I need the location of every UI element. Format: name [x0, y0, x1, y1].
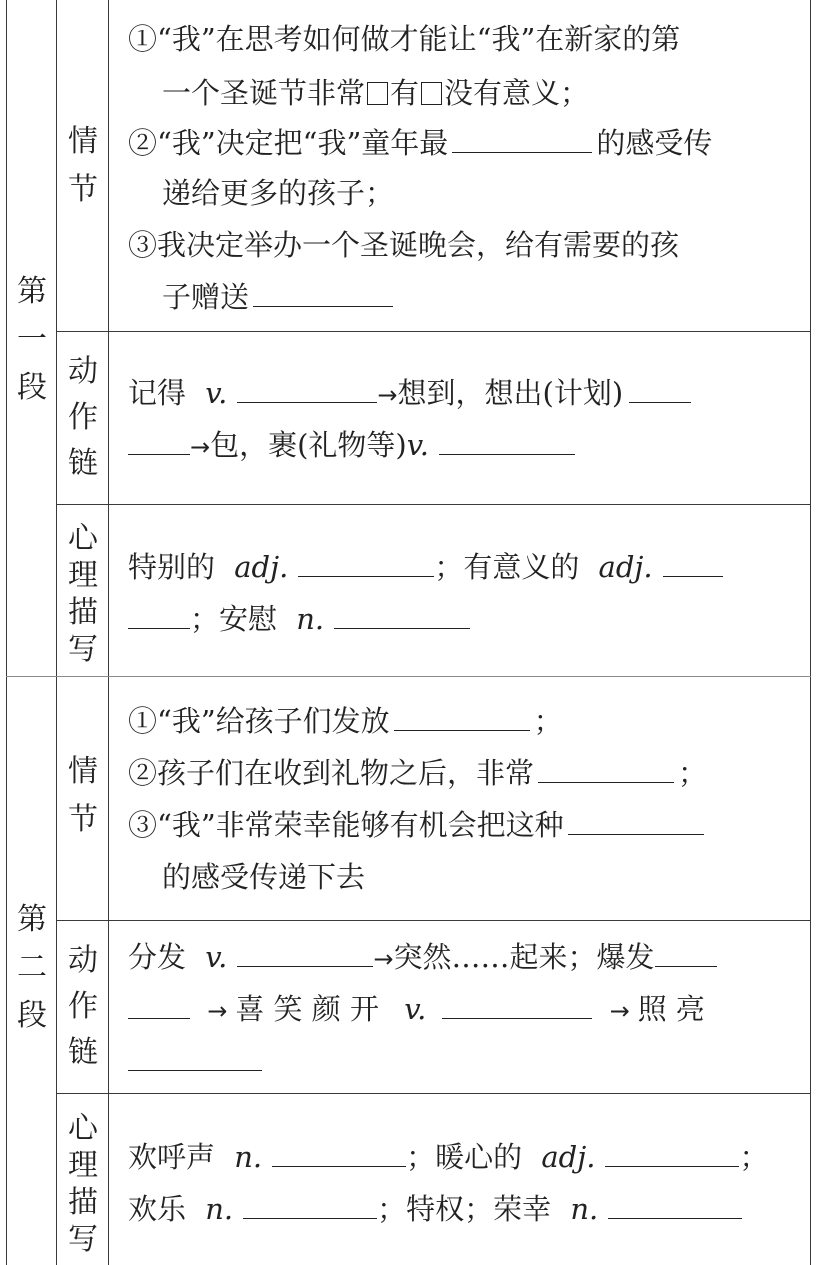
action-line-1 — [128, 376, 691, 412]
part-of-speech: adj. — [541, 1140, 596, 1174]
answer-blank[interactable] — [655, 940, 717, 967]
label-char: 描 — [68, 595, 98, 630]
plot-line-1 — [128, 704, 563, 738]
plot-text: 的感受传递下去 — [162, 860, 366, 894]
plot-line-6 — [162, 280, 393, 314]
answer-blank[interactable] — [128, 602, 190, 629]
plot-text: ①“我”在思考如何做才能让“我”在新家的第 — [128, 22, 681, 56]
answer-blank[interactable] — [128, 992, 190, 1019]
action-text: 记得 — [128, 376, 187, 410]
psychology-label — [60, 520, 106, 668]
psychology-text: ； — [739, 1140, 769, 1174]
part-of-speech: n. — [570, 1192, 599, 1226]
answer-blank[interactable] — [452, 126, 592, 153]
answer-blank[interactable] — [334, 602, 470, 629]
answer-blank[interactable] — [439, 428, 575, 455]
label-char: 情 — [68, 754, 98, 789]
action-text: 包，裹(礼物等) — [210, 428, 407, 462]
checkbox[interactable] — [421, 82, 442, 105]
label-char: 心 — [68, 1111, 98, 1146]
psychology-text: ；安慰 — [190, 602, 278, 636]
row-divider — [56, 331, 811, 332]
checkbox[interactable] — [367, 82, 388, 105]
section-2-label — [10, 896, 54, 1040]
plot-text: ③我决定举办一个圣诞晚会，给有需要的孩 — [128, 228, 680, 262]
row-divider — [56, 1093, 811, 1094]
answer-blank[interactable] — [298, 550, 434, 577]
label-char: 作 — [68, 989, 98, 1024]
part-of-speech: adj. — [598, 550, 653, 584]
plot-line-4 — [162, 860, 365, 894]
plot-label — [60, 118, 106, 214]
answer-blank[interactable] — [538, 756, 674, 783]
action-chain-label — [60, 938, 106, 1076]
label-char: 写 — [68, 1222, 98, 1257]
psychology-line-2 — [128, 1192, 742, 1226]
plot-text: ③“我”非常荣幸能够有机会把这种 — [128, 808, 564, 842]
plot-line-3 — [128, 808, 704, 842]
table-column-divider-1 — [56, 0, 57, 1265]
plot-line-4 — [162, 176, 394, 210]
action-text: 分发 — [128, 940, 187, 974]
plot-text: 子赠送 — [162, 280, 250, 314]
answer-blank[interactable] — [128, 1044, 262, 1071]
label-char: 心 — [68, 521, 98, 556]
label-char: 链 — [68, 446, 98, 481]
answer-blank[interactable] — [237, 940, 373, 967]
answer-blank[interactable] — [442, 992, 592, 1019]
section-1-label — [10, 268, 54, 412]
plot-text: ②孩子们在收到礼物之后，非常 — [128, 756, 535, 790]
answer-blank[interactable] — [128, 428, 190, 455]
psychology-line-1 — [128, 550, 723, 584]
action-text: 想到，想出(计划) — [397, 376, 624, 410]
label-char: 情 — [68, 124, 98, 159]
action-text: 突然……起来；爆发 — [393, 940, 655, 974]
arrow-icon: → — [373, 945, 394, 973]
label-char: 二 — [17, 950, 47, 985]
label-char: 段 — [17, 998, 47, 1033]
plot-text: ； — [533, 704, 563, 738]
plot-text: ； — [678, 756, 708, 790]
arrow-icon: → — [207, 997, 228, 1025]
action-line-2 — [128, 992, 705, 1028]
label-char: 一 — [17, 322, 47, 357]
plot-line-2 — [162, 76, 589, 110]
psychology-label — [60, 1110, 106, 1258]
plot-text: 有 — [390, 76, 420, 110]
arrow-icon: → — [377, 381, 398, 409]
answer-blank[interactable] — [663, 550, 723, 577]
label-char: 段 — [17, 370, 47, 405]
plot-line-3 — [128, 126, 712, 160]
label-char: 写 — [68, 632, 98, 667]
action-line-1 — [128, 940, 717, 976]
answer-blank[interactable] — [237, 376, 377, 403]
answer-blank[interactable] — [605, 1140, 739, 1167]
label-char: 理 — [68, 1148, 98, 1183]
label-char: 描 — [68, 1185, 98, 1220]
label-char: 动 — [68, 943, 98, 978]
answer-blank[interactable] — [243, 1192, 377, 1219]
answer-blank[interactable] — [253, 280, 393, 307]
answer-blank[interactable] — [568, 808, 704, 835]
action-text: 喜 笑 颜 开 — [235, 992, 379, 1026]
row-divider — [56, 504, 811, 505]
psychology-text: 特别的 — [128, 550, 216, 584]
psychology-text: ；暖心的 — [406, 1140, 523, 1174]
row-divider — [56, 920, 811, 921]
answer-blank[interactable] — [629, 376, 691, 403]
table-right-border — [810, 0, 811, 1265]
action-text: 照 亮 — [637, 992, 705, 1026]
part-of-speech: n. — [296, 602, 325, 636]
part-of-speech: v. — [404, 992, 427, 1026]
label-char: 第 — [17, 902, 47, 937]
action-line-2 — [128, 428, 575, 464]
plot-label — [60, 748, 106, 844]
part-of-speech: n. — [205, 1192, 234, 1226]
label-char: 链 — [68, 1035, 98, 1070]
plot-text: ②“我”决定把“我”童年最 — [128, 126, 449, 160]
psychology-text: ；有意义的 — [434, 550, 580, 584]
answer-blank[interactable] — [608, 1192, 742, 1219]
answer-blank[interactable] — [394, 704, 530, 731]
psychology-text: ；特权；荣幸 — [377, 1192, 552, 1226]
section-divider — [6, 676, 811, 677]
table-column-divider-2 — [108, 0, 109, 1265]
plot-line-5 — [128, 228, 679, 262]
plot-text: 递给更多的孩子； — [162, 176, 395, 210]
plot-line-1 — [128, 22, 680, 56]
label-char: 节 — [68, 172, 98, 207]
part-of-speech: v. — [406, 428, 429, 462]
action-line-3 — [128, 1044, 262, 1078]
part-of-speech: v. — [205, 376, 228, 410]
psychology-text: 欢乐 — [128, 1192, 187, 1226]
plot-text: ①“我”给孩子们发放 — [128, 704, 390, 738]
answer-blank[interactable] — [272, 1140, 406, 1167]
plot-text: 一个圣诞节非常 — [162, 76, 366, 110]
arrow-icon: → — [190, 433, 211, 461]
table-left-border — [6, 0, 7, 1265]
plot-text: 没有意义； — [444, 76, 590, 110]
psychology-line-2 — [128, 602, 470, 636]
part-of-speech: n. — [234, 1140, 263, 1174]
plot-text: 的感受传 — [596, 126, 713, 160]
psychology-text: 欢呼声 — [128, 1140, 216, 1174]
label-char: 动 — [68, 354, 98, 389]
label-char: 第 — [17, 274, 47, 309]
action-chain-label — [60, 349, 106, 487]
label-char: 理 — [68, 558, 98, 593]
arrow-icon: → — [609, 997, 630, 1025]
label-char: 节 — [68, 802, 98, 837]
part-of-speech: adj. — [234, 550, 289, 584]
psychology-line-1 — [128, 1140, 768, 1174]
part-of-speech: v. — [205, 940, 228, 974]
label-char: 作 — [68, 400, 98, 435]
plot-line-2 — [128, 756, 707, 790]
